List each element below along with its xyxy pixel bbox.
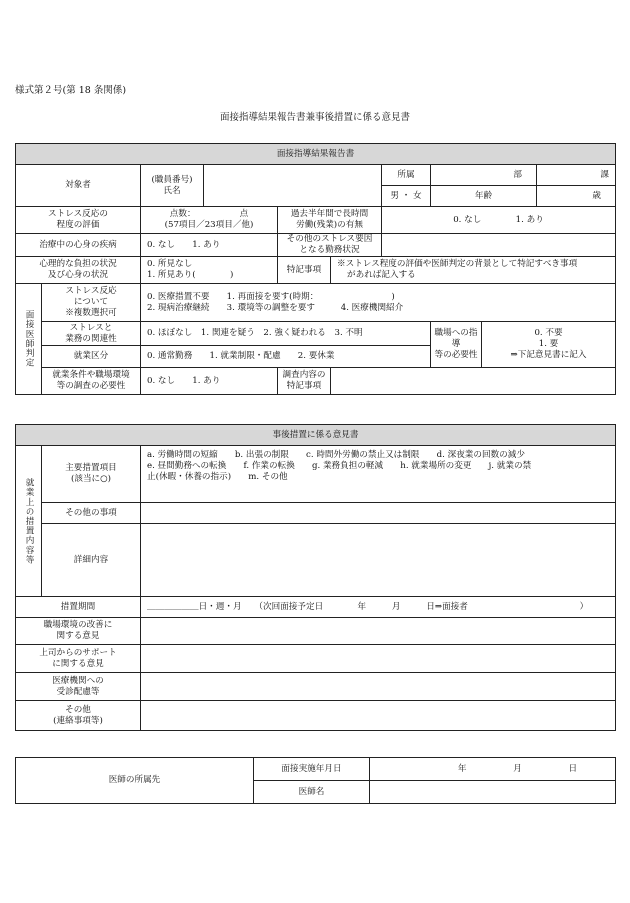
interview-date-field[interactable]: 年 月 日 (370, 758, 616, 781)
judgment-label: 面接医師判定 (16, 284, 42, 395)
other-items-label: その他の事項 (42, 503, 141, 524)
env-survey-label: 就業条件や職場環境 等の調査の必要性 (42, 368, 141, 395)
stress-response-label: ストレス反応 について ※複数選択可 (42, 284, 141, 322)
overtime-options[interactable]: 0. なし 1. あり (382, 207, 616, 234)
doctor-name-label: 医師名 (254, 781, 370, 804)
document-title: 面接指導結果報告書兼事後措置に係る意見書 (219, 112, 410, 123)
period-label: 措置期間 (16, 597, 141, 618)
boss-support-field[interactable] (141, 645, 616, 673)
work-class-options[interactable]: 0. 通常勤務 1. 就業制限・配慮 2. 要休業 (141, 346, 431, 368)
illness-label: 治療中の心身の疾病 (16, 234, 141, 257)
subject-label: 対象者 (16, 165, 141, 207)
overtime-label: 過去半年間で長時間 労働(残業)の有無 (278, 207, 382, 234)
other-stress-label: その他のストレス要因 となる勤務状況 (278, 234, 382, 257)
measures-side-label: 就業上の措置内容等 (16, 446, 42, 597)
work-relation-options[interactable]: 0. ほぼなし 1. 関連を疑う 2. 強く疑われる 3. 不明 (141, 322, 431, 346)
details-field[interactable] (141, 524, 616, 597)
main-measures-options[interactable]: a. 労働時間の短縮 b. 出張の制限 c. 時間外労働の禁止又は制限 d. 深夜業の回数の減少 e. 昼間勤務への転換 f. 作業の転換 g. 業務負担の軽減 h. 就業場所の変更 j. 就業の禁 止(休暇・休養の指示) m. その他 (141, 446, 616, 503)
work-relation-label: ストレスと 業務の関連性 (42, 322, 141, 346)
section-field[interactable]: 課 (537, 165, 616, 186)
other-items-field[interactable] (141, 503, 616, 524)
interview-date-label: 面接実施年月日 (254, 758, 370, 781)
misc-label: その他 (連絡事項等) (16, 701, 141, 731)
staff-name-field[interactable] (204, 165, 382, 207)
special-label: 特記事項 (278, 257, 331, 284)
env-improve-label: 職場環境の改善に 関する意見 (16, 618, 141, 645)
report-header: 面接指導結果報告書 (16, 144, 616, 165)
env-survey-options[interactable]: 0. なし 1. あり (141, 368, 278, 395)
report-table (15, 143, 616, 395)
details-label: 詳細内容 (42, 524, 141, 597)
stress-response-options[interactable]: 0. 医療措置不要 1. 再面接を要す(時期： ) 2. 現病治療継続 3. 環境等の調整を要す 4. 医療機関紹介 (141, 284, 616, 322)
boss-support-label: 上司からのサポート に関する意見 (16, 645, 141, 673)
staff-name-label: (職員番号) 氏名 (141, 165, 204, 207)
stress-eval-label: ストレス反応の 程度の評価 (16, 207, 141, 234)
sex-field[interactable]: 男 ・ 女 (382, 186, 431, 207)
age-field[interactable]: 歳 (537, 186, 616, 207)
env-improve-field[interactable] (141, 618, 616, 645)
doctor-table (15, 757, 616, 804)
opinion-header: 事後措置に係る意見書 (16, 425, 616, 446)
special-note[interactable]: ※ストレス程度の評価や医師判定の背景として特記すべき事項 があれば記入する (331, 257, 616, 284)
survey-notes-field[interactable] (331, 368, 616, 395)
doctor-affiliation-label: 医師の所属先 (16, 758, 254, 804)
misc-field[interactable] (141, 701, 616, 731)
age-label: 年齢 (431, 186, 537, 207)
form-number: 様式第２号(第 18 条関係) (15, 85, 127, 96)
other-stress-field[interactable] (382, 234, 616, 257)
illness-options[interactable]: 0. なし 1. あり (141, 234, 278, 257)
guidance-label: 職場への指導 等の必要性 (431, 322, 482, 368)
doctor-name-field[interactable] (370, 781, 616, 804)
opinion-table (15, 424, 616, 731)
period-field[interactable]: ＿＿＿＿＿＿日・週・月 （次回面接予定日 年 月 日⇒面接者 ） (141, 597, 616, 618)
guidance-options[interactable]: 0. 不要 1. 要 ⇒下記意見書に記入 (482, 322, 616, 368)
burden-options[interactable]: 0. 所見なし 1. 所見あり( ) (141, 257, 278, 284)
department-field[interactable]: 部 (431, 165, 537, 186)
survey-notes-label: 調査内容の 特記事項 (278, 368, 331, 395)
medical-consult-field[interactable] (141, 673, 616, 701)
medical-consult-label: 医療機関への 受診配慮等 (16, 673, 141, 701)
score-field[interactable]: 点数： 点 (57項目／23項目／他) (141, 207, 278, 234)
burden-label: 心理的な負担の状況 及び心身の状況 (16, 257, 141, 284)
affiliation-label: 所属 (382, 165, 431, 186)
main-measures-label: 主要措置項目 (該当に○) (42, 446, 141, 503)
work-class-label: 就業区分 (42, 346, 141, 368)
